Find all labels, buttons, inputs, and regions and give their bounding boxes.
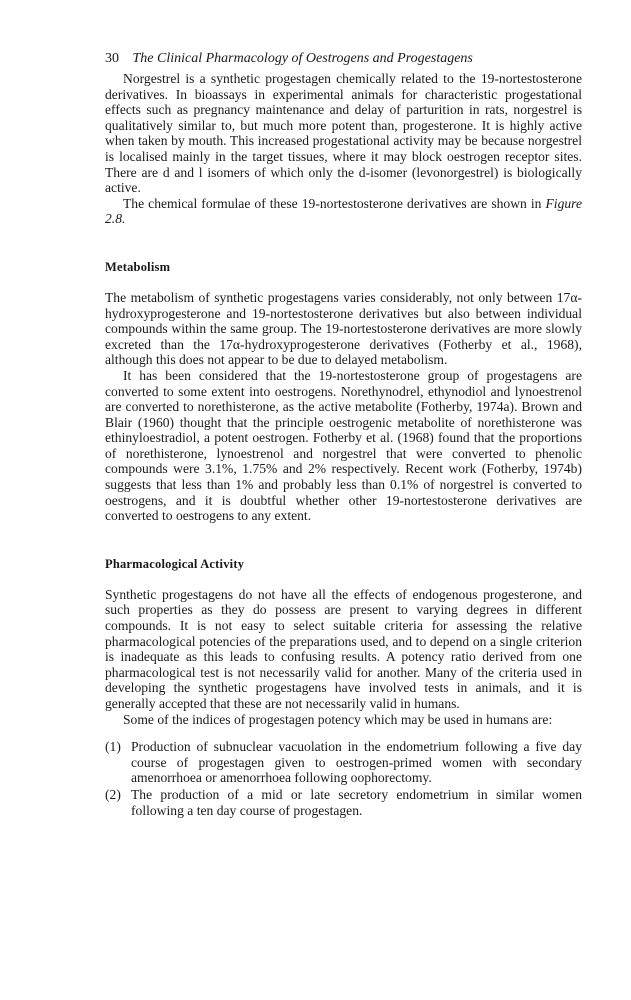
list-item-text: The production of a mid or late secretory endometrium in similar women following a ten day course of progestagen. <box>131 786 582 818</box>
page-number: 30 <box>105 51 119 66</box>
list-item-number: (1) <box>105 739 121 755</box>
metabolism-paragraph-2: It has been considered that the 19-nortestosterone group of progestagens are converted to some extent into oestrogens. Norethynodrel, ethynodiol and lynoestrenol are converted to norethisterone, as the active metabolite (Fotherby, 1974a). Brown and Blair (1960) thought that the principle oestrogenic metabolite of norethisterone was ethinyloestradiol, a potent oestrogen. Fotherby et al. (1968) found that the proportions of norethisterone, lynoestrenol and norgestrel that were converted to phenolic compounds were 3.1%, 1.75% and 2% respectively. Recent work (Fotherby, 1974b) suggests that less than 1% and probably less than 0.1% of norgestrel is converted to oestrogens, and it is doubtful whether other 19-nortestosterone derivatives are converted to oestrogens to any extent. <box>105 367 582 524</box>
metabolism-paragraph-1: The metabolism of synthetic progestagens varies considerably, not only between 17α-hydroxyprogesterone and 19-nortestosterone derivatives but also between individual compounds within the same group. The 19-nortestosterone derivatives are more slowly excreted than the 17α-hydroxyprogesterone derivatives (Fotherby et al., 1968), although this does not appear to be due to delayed metabolism. <box>105 289 582 368</box>
figure-reference: Figure 2.8. <box>105 195 582 227</box>
list-item <box>105 739 582 786</box>
running-head <box>105 50 582 67</box>
list-item-number: (2) <box>105 786 121 802</box>
list-item <box>105 787 582 818</box>
pharmacology-paragraph-2: Some of the indices of progestagen potency which may be used in humans are: <box>123 711 553 727</box>
list-item-text: Production of subnuclear vacuolation in the endometrium following a five day course of progestagen given to oestrogen-primed women with secondary amenorrhoea or amenorrhoea following oophorectomy. <box>131 739 582 786</box>
book-title: The Clinical Pharmacology of Oestrogens and Progestagens <box>132 51 473 66</box>
intro-paragraph-2 <box>105 196 582 227</box>
potency-index-list <box>105 739 582 818</box>
book-page <box>105 50 582 819</box>
intro-paragraph-1: Norgestrel is a synthetic progestagen chemically related to the 19-nortestosterone derivatives. In bioassays in experimental animals for characteristic progestational effects such as pregnancy maintenance and delay of parturition in rats, norgestrel is qualitatively similar to, but much more potent than, progesterone. It is highly active when taken by mouth. This increased progestational activity may be because norgestrel is localised mainly in the target tissues, where it may block oestrogen receptor sites. There are d and l isomers of which only the d-isomer (levonorgestrel) is biologically active. <box>105 71 582 196</box>
section-heading-pharmacological-activity: Pharmacological Activity <box>105 556 245 571</box>
section-heading-metabolism: Metabolism <box>105 259 171 274</box>
pharmacology-paragraph-1: Synthetic progestagens do not have all the effects of endogenous progesterone, and such properties as they do possess are present to varying degrees in different compounds. It is not easy to select suitable criteria for assessing the relative pharmacological potencies of the preparations used, and to depend on a single criterion is inadequate as this leads to confusing results. A potency ratio derived from one pharmacological test is not necessarily valid for another. Many of the criteria used in developing the synthetic progestagens have involved tests in animals, and it is generally accepted that these are not necessarily valid in humans. <box>105 586 582 711</box>
intro-paragraph-2-text: The chemical formulae of these 19-nortestosterone derivatives are shown in <box>123 195 546 211</box>
